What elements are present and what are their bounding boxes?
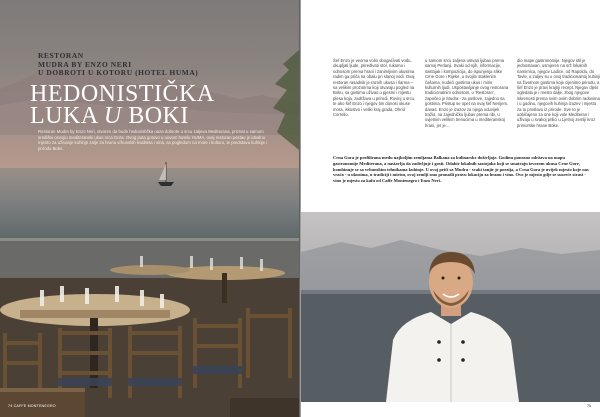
title-word-u: U (103, 103, 122, 129)
restaurant-terrace (0, 238, 299, 417)
title-line-1: HEDONISTIČKA (30, 81, 215, 107)
kicker-location: U DOBROTI U KOTORU (HOTEL HUMA) (38, 68, 199, 78)
page-footer-left: 74 CAFFE MONTENEGRO (8, 404, 56, 408)
sailboat (156, 162, 176, 188)
body-column-3: dio mape gastronomije. Njegov stil je jednostavan, usmjeren na srž lokalnih namirnica, njegov Ladice, od Rapoldu, do Tavle, a zaljev su u ovoj tradicionalnoj kuhinji sa životnom gostima koje cijenimo prirodu, a šef Enzo je pravi krajnji recept. Njegov djelo ogledala je i mesto dalje, zbog njegove iskrenosti prema svim ovim dobrim radovima i u godinu, njegovih kuhinja izuzev i mjesto za tu proslavu iz prirode. Sve to je uobičajeno za one koji vole Mediteran i uživaju u svakoj prilici u Ljetnoj zemlji kroz primorske hrane Boke. (517, 58, 600, 128)
article-intro: Restoran Mudra by Enzo Neri, otvoren da bude hedonistička oaza dobrote u srcu zaljeva Mediterana, priznat u samom središtu osvojio mediteranski ukus srca Gora. Ovog puta gotovo u novom hotelu HUMA, ovaj restoran postao je idealno mjesto za uživanje kuhinje zalje za hranu vrhunskih kvaliteta i vina, sa pogledom na more i kulturu, te predstavu kuhinje i prirodu Boke. (38, 129, 268, 151)
article-kicker (38, 52, 198, 78)
body-column-2: u samom srcu zaljeva ustvari ljubav prema samoj Perlanji. Svaki od njih, informacije, sastojak i kompozicija, do ispunjenja slike Crne Gore i Rijeke, u svojim staklenim čašama, nudeći gostima ukus i miris kulturnih ljudi. Uspostavljanje ovog restorana tradicionalnim odnosom, u 'Restoran', započeo je Mudra - za poslove, zajedno sa gostima. Pristup se opet na ovaj šef Nerijem, danas. Enzo je izazov za njega oduvijek tražio, na zajedničku ljubav prema ribi, u uvjetnim velikim trenucima u mediteranskoj hrani, jer je... (425, 58, 509, 128)
title-word-boki: BOKI (121, 103, 189, 129)
article-title (30, 83, 215, 127)
sea-water (0, 168, 299, 240)
left-page-photo (0, 0, 299, 417)
body-columns (333, 58, 600, 140)
chef-portrait-photo (301, 212, 600, 402)
kicker-section: RESTORAN (38, 51, 84, 60)
body-column-1: Šef Enzo je veoma volio obogaćivati vodu, okupljati ljude, priređivati stol, rukama i odnosom prema hrani i zanimljivim ukusima radim ga priča na obalu pri slanoj vodi. Ovaj restoran rasadnik je raznih ukusa i šarma – sa velikim prozorima koji otvaraju pogled na Boku, sa gostima uživao u pjesmi i mjestu plesa koja, zadržava u prirodi, Rovinj u srcu, te ako šef Enzo i njegov tim donosi okuse mora, iskustvo i veliki kraj grada, Ohrid Correlio. (333, 58, 416, 118)
right-page (301, 0, 600, 417)
title-line-2 (30, 105, 215, 127)
page-footer-right: 75 (587, 404, 591, 408)
chef-portrait-illustration (301, 212, 600, 402)
highlight-paragraph: Crna Gora je profilirana među najboljim zemljama Balkana za kulinarske doživljaje. Godinu ponosno održava na mapu gastronomije Mediterana, a nastavlja da zadivljuje i gosti. Odabir lokalnih sastojaka koji se smatraju izvorom ukusa Crne Gore, kombinuje se sa vrhunskim tehnikama kuhinje. U ovoj priči sa Mudra - svaki tanjir je poezija, a Crna Gora je uvijek mjesto koje nas vraća - u ukusima, u tradiciji i mirisu, ovoj zemlji smo pronašli pravu lokaciju za hranu i vino. Ovo je mjesto gdje se susreće strast - vino je mjesto za kafu od Caffe Montenegro i Enzo Neri. (333, 155, 589, 184)
title-word-luka: LUKA (30, 103, 104, 129)
kicker-restaurant: MUDRA BY ENZO NERI (38, 59, 132, 69)
